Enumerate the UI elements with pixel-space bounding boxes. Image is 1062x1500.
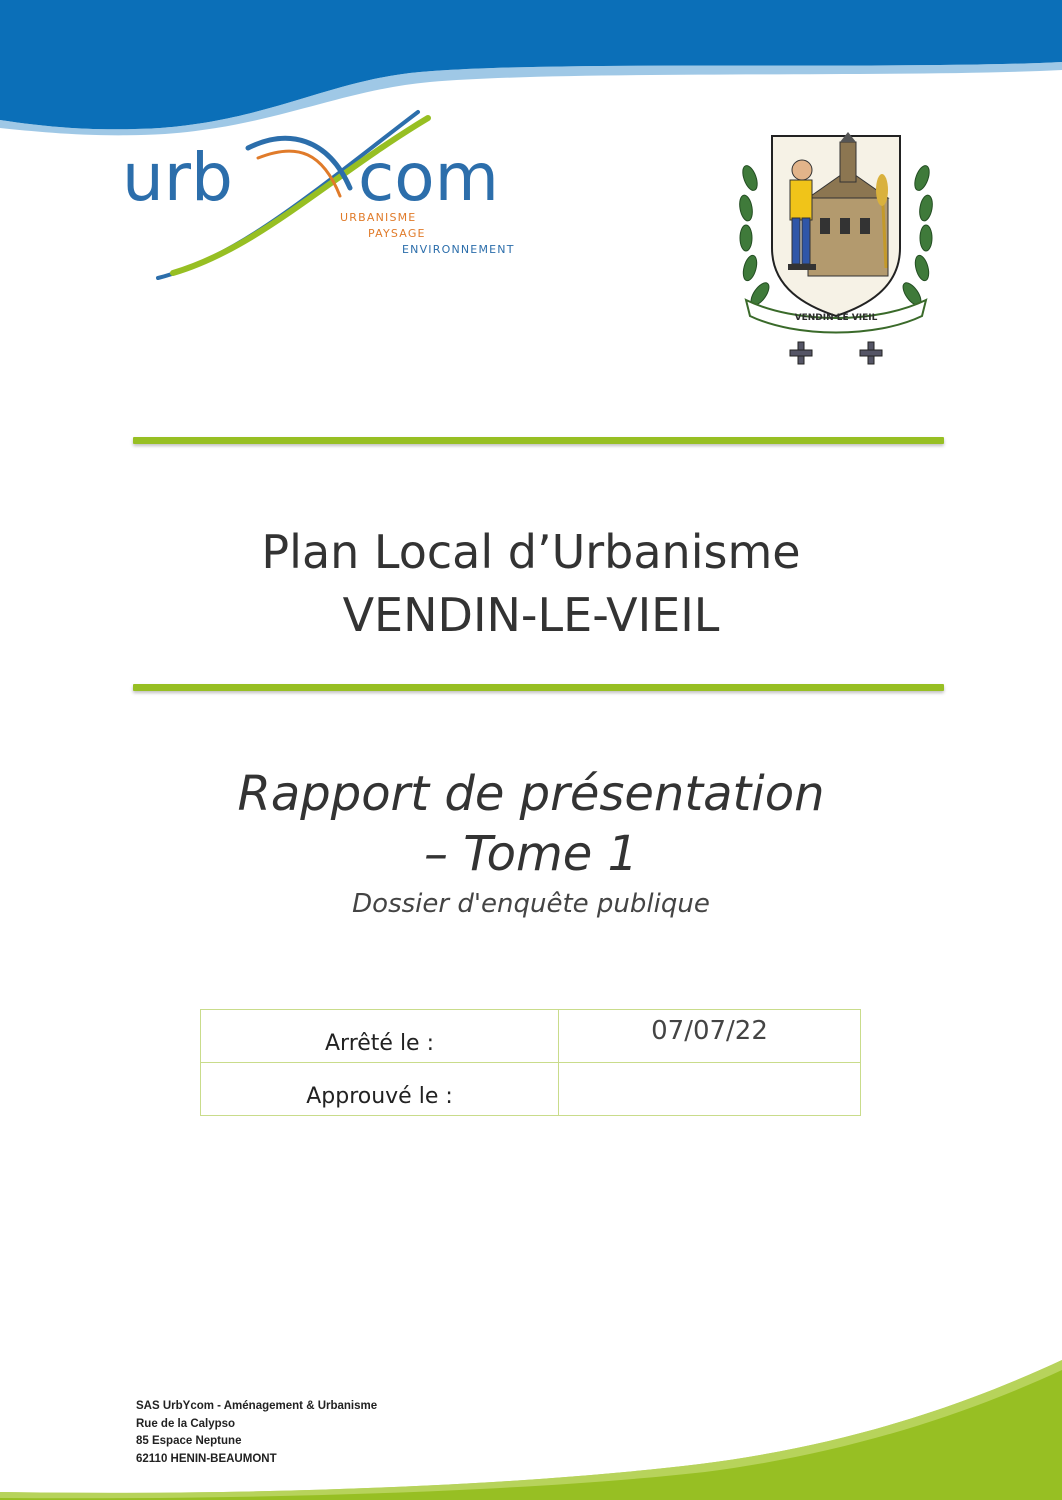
- coat-of-arms-emblem: [736, 128, 936, 370]
- report-tome: – Tome 1: [423, 826, 639, 882]
- laurel-left-icon: [738, 164, 773, 308]
- approuve-date: [559, 1063, 861, 1116]
- green-divider-top: [133, 437, 944, 444]
- logo-tagline-1: URBANISME: [340, 211, 417, 224]
- footer-building: 85 Espace Neptune: [136, 1435, 242, 1447]
- coat-of-arms-banner-text: VENDIN LE VIEIL: [794, 313, 878, 323]
- table-row: [201, 1063, 861, 1116]
- cross-medal-left-icon: [790, 342, 812, 364]
- report-title: Rapport de présentation: [237, 766, 825, 822]
- commune-name: VENDIN-LE-VIEIL: [342, 588, 720, 642]
- cross-medal-right-icon: [860, 342, 882, 364]
- arrete-date: 07/07/22: [559, 1010, 861, 1063]
- report-subtitle: Dossier d'enquête publique: [352, 889, 710, 919]
- logo-word-left: urb: [122, 139, 233, 216]
- footer-street: Rue de la Calypso: [136, 1417, 236, 1430]
- footer-company: SAS UrbYcom - Aménagement & Urbanisme: [136, 1400, 378, 1412]
- green-divider-middle: [133, 684, 944, 691]
- footer-city: 62110 HENIN-BEAUMONT: [136, 1452, 277, 1465]
- table-row: [201, 1010, 861, 1063]
- document-title: Plan Local d’Urbanisme: [261, 525, 801, 579]
- logo-word-right: com: [358, 139, 499, 216]
- dates-table: [200, 1009, 861, 1116]
- urbycom-logo: [118, 108, 538, 288]
- logo-tagline-3: ENVIRONNEMENT: [402, 243, 515, 256]
- logo-tagline-2: PAYSAGE: [368, 227, 426, 240]
- approuve-label: Approuvé le :: [201, 1063, 559, 1116]
- arrete-label: Arrêté le :: [201, 1010, 559, 1063]
- laurel-right-icon: [900, 164, 935, 308]
- footer-address: [136, 1398, 377, 1468]
